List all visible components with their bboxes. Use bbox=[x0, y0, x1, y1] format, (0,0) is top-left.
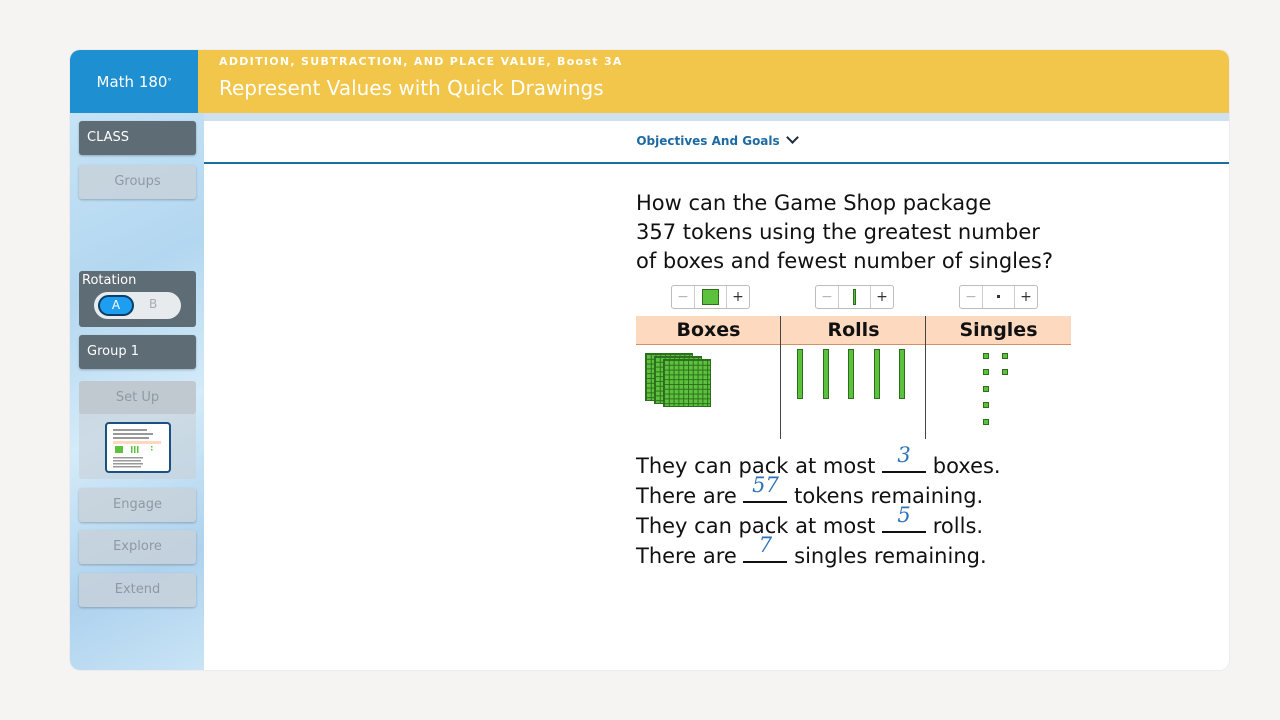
rotation-panel bbox=[79, 271, 196, 327]
extend-button[interactable]: Extend bbox=[79, 573, 196, 607]
single-token bbox=[983, 419, 989, 425]
single-token bbox=[983, 353, 989, 359]
answer-blank[interactable] bbox=[743, 533, 787, 563]
singles-stepper-icon bbox=[982, 286, 1015, 308]
single-token bbox=[1002, 369, 1008, 375]
tens-roll bbox=[899, 349, 905, 399]
answer-text: rolls. bbox=[926, 514, 984, 538]
rotation-option-a[interactable]: A bbox=[98, 295, 134, 316]
setup-button[interactable]: Set Up bbox=[79, 381, 196, 414]
answer-text: singles remaining. bbox=[787, 544, 987, 568]
rotation-option-b[interactable]: B bbox=[149, 297, 158, 311]
engage-button[interactable]: Engage bbox=[79, 488, 196, 522]
answer-value: 7 bbox=[758, 533, 773, 557]
column-divider bbox=[925, 316, 926, 439]
answer-line bbox=[636, 533, 1096, 571]
tens-roll bbox=[823, 349, 829, 399]
answer-value: 3 bbox=[897, 443, 911, 467]
setup-section bbox=[79, 381, 196, 479]
boxes-minus-button[interactable]: − bbox=[677, 289, 689, 305]
app-window bbox=[70, 50, 1229, 670]
tens-roll bbox=[848, 349, 854, 399]
rotation-label: Rotation bbox=[82, 273, 137, 288]
boxes-header: Boxes bbox=[636, 316, 781, 345]
boxes-stepper-icon bbox=[694, 286, 727, 308]
thumbnail-preview-icon bbox=[107, 424, 169, 471]
question-text bbox=[636, 189, 1096, 276]
slide-thumbnail[interactable] bbox=[105, 422, 171, 473]
objectives-label: Objectives And Goals bbox=[636, 134, 780, 148]
single-token bbox=[983, 386, 989, 392]
rolls-stepper bbox=[815, 285, 894, 309]
class-button[interactable]: CLASS bbox=[79, 121, 196, 155]
single-token bbox=[983, 369, 989, 375]
singles-plus-button[interactable]: + bbox=[1014, 286, 1037, 308]
objectives-dropdown[interactable] bbox=[204, 121, 1229, 164]
lesson-kicker: ADDITION, SUBTRACTION, AND PLACE VALUE, Boost 3A bbox=[219, 55, 623, 68]
explore-button[interactable]: Explore bbox=[79, 530, 196, 564]
main-content bbox=[204, 121, 1229, 670]
answer-text: boxes. bbox=[926, 454, 1001, 478]
answer-blank[interactable] bbox=[882, 503, 926, 533]
logo-text: Math 180 bbox=[96, 72, 168, 91]
boxes-plus-button[interactable]: + bbox=[726, 286, 749, 308]
answer-text: There are bbox=[636, 544, 744, 568]
answer-value: 57 bbox=[752, 473, 779, 497]
tens-roll bbox=[797, 349, 803, 399]
answer-blank[interactable] bbox=[882, 443, 926, 473]
answer-line bbox=[636, 503, 1096, 541]
hundreds-box bbox=[663, 359, 711, 407]
rotation-toggle[interactable] bbox=[94, 292, 181, 319]
sidebar bbox=[70, 113, 204, 670]
answer-line bbox=[636, 473, 1096, 511]
question-line: How can the Game Shop package bbox=[636, 191, 992, 215]
tens-roll bbox=[874, 349, 880, 399]
singles-header: Singles bbox=[926, 316, 1071, 345]
column-divider bbox=[780, 316, 781, 439]
singles-minus-button[interactable]: − bbox=[965, 289, 977, 305]
boxes-stepper bbox=[671, 285, 750, 309]
answer-value: 5 bbox=[897, 503, 911, 527]
question-line: 357 tokens using the greatest number bbox=[636, 220, 1040, 244]
answers bbox=[636, 443, 1096, 571]
answer-blank[interactable] bbox=[743, 473, 787, 503]
rolls-stepper-icon bbox=[838, 286, 871, 308]
chevron-down-icon bbox=[786, 131, 799, 144]
banner-strip bbox=[198, 113, 1229, 121]
answer-line bbox=[636, 443, 1096, 481]
groups-button[interactable]: Groups bbox=[79, 165, 196, 199]
place-value-table bbox=[636, 316, 1071, 441]
answer-text: They can pack at most bbox=[636, 454, 883, 478]
rolls-plus-button[interactable]: + bbox=[870, 286, 893, 308]
single-token bbox=[1002, 353, 1008, 359]
question-line: of boxes and fewest number of singles? bbox=[636, 249, 1054, 273]
math180-logo bbox=[70, 50, 198, 113]
group-1-button[interactable]: Group 1 bbox=[79, 335, 196, 369]
lesson-banner bbox=[198, 50, 1229, 113]
single-token bbox=[983, 402, 989, 408]
rolls-minus-button[interactable]: − bbox=[821, 289, 833, 305]
answer-text: tokens remaining. bbox=[787, 484, 984, 508]
answer-text: There are bbox=[636, 484, 744, 508]
lesson-title: Represent Values with Quick Drawings bbox=[219, 76, 604, 100]
rolls-header: Rolls bbox=[781, 316, 926, 345]
logo-mark: ° bbox=[167, 77, 172, 86]
singles-stepper bbox=[959, 285, 1038, 309]
answer-text: They can pack at most bbox=[636, 514, 883, 538]
